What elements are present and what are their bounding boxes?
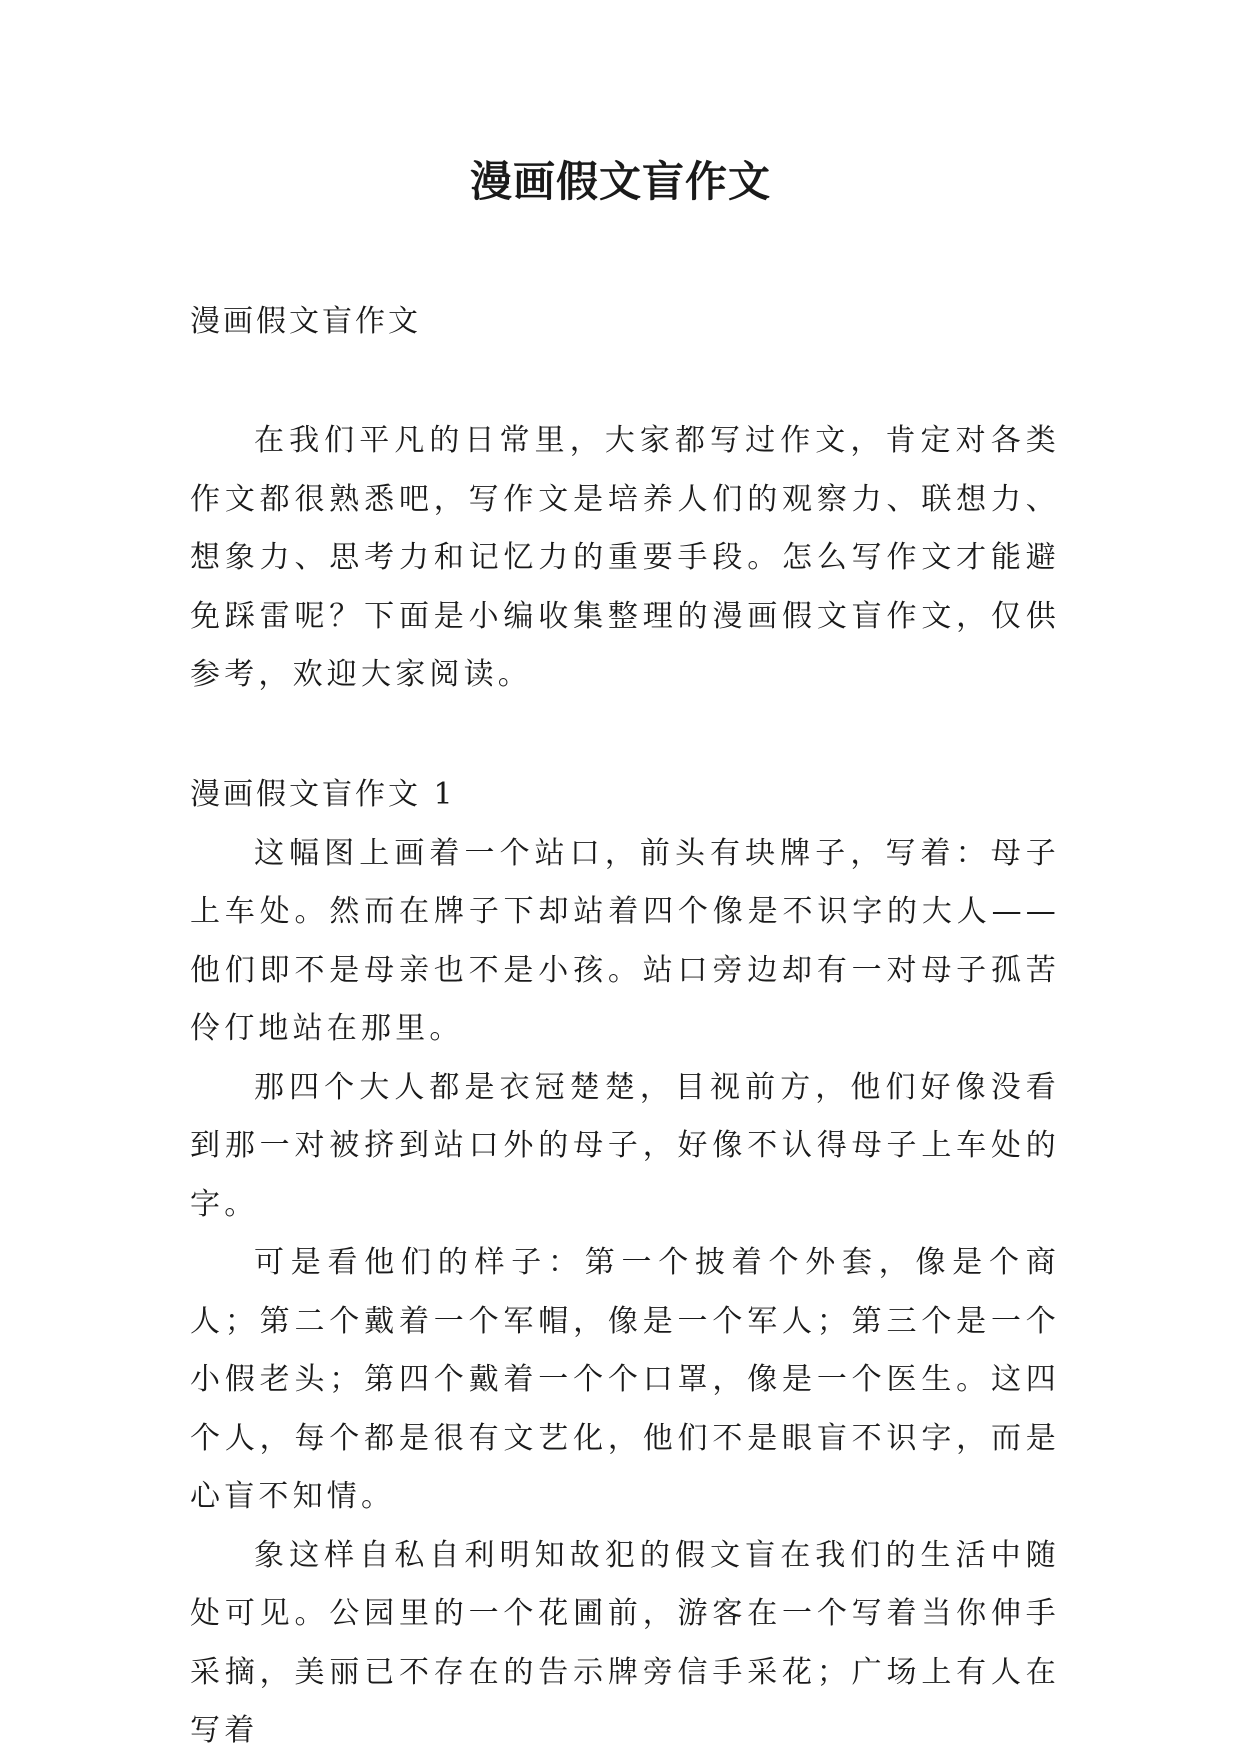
document-subtitle: 漫画假文盲作文 bbox=[190, 304, 421, 339]
spacer bbox=[190, 705, 1060, 765]
body-paragraph: 可是看他们的样子：第一个披着个外套，像是个商人；第二个戴着一个军帽，像是一个军人；第三个是一个小假老头；第四个戴着一个个口罩，像是一个医生。这四个人，每个都是很有文艺化，他们不是眼盲不识字，而是心盲不知情。 bbox=[190, 1245, 1060, 1514]
document-body bbox=[190, 292, 1060, 1761]
spacer bbox=[190, 352, 1060, 412]
body-paragraph: 这幅图上画着一个站口，前头有块牌子，写着：母子上车处。然而在牌子下却站着四个像是不识字的大人——他们即不是母亲也不是小孩。站口旁边却有一对母子孤苦伶仃地站在那里。 bbox=[190, 835, 1060, 1046]
body-paragraph: 那四个大人都是衣冠楚楚，目视前方，他们好像没看到那一对被挤到站口外的母子，好像不认得母子上车处的字。 bbox=[190, 1069, 1060, 1222]
section-heading: 漫画假文盲作文 1 bbox=[190, 776, 456, 812]
document-title: 漫画假文盲作文 bbox=[469, 157, 771, 206]
body-paragraph: 象这样自私自利明知故犯的假文盲在我们的生活中随处可见。公园里的一个花圃前，游客在一个写着当你伸手采摘，美丽已不存在的告示牌旁信手采花；广场上有人在写着 bbox=[190, 1537, 1060, 1748]
intro-paragraph: 在我们平凡的日常里，大家都写过作文，肯定对各类作文都很熟悉吧，写作文是培养人们的观察力、联想力、想象力、思考力和记忆力的重要手段。怎么写作文才能避免踩雷呢？下面是小编收集整理的漫画假文盲作文，仅供参考，欢迎大家阅读。 bbox=[190, 423, 1060, 692]
